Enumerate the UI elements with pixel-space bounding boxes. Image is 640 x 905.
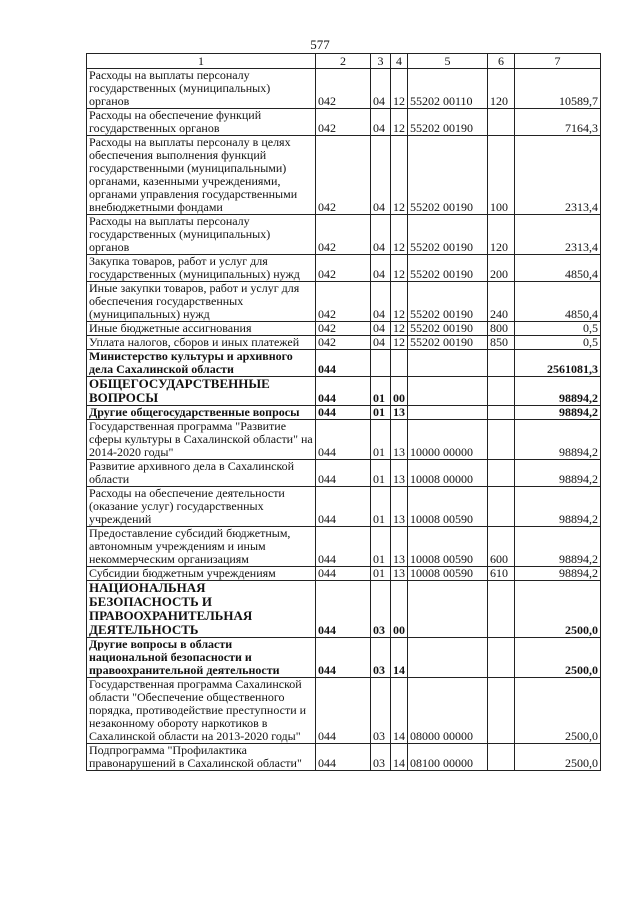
table-row	[87, 109, 601, 136]
row-subsection-code: 13	[391, 527, 408, 567]
row-gr-code: 044	[316, 527, 371, 567]
row-section-code: 01	[371, 420, 391, 460]
row-gr-code: 044	[316, 487, 371, 527]
table-row	[87, 69, 601, 109]
row-name: Субсидии бюджетным учреждениям	[87, 567, 316, 581]
row-subsection-code: 13	[391, 487, 408, 527]
row-name: Расходы на выплаты персоналу в целях обеспечения выполнения функций государственными (муниципальными) органами, казенными учреждениями, органами управления государственными внебюджетными фондами	[87, 136, 316, 215]
row-section-code: 01	[371, 377, 391, 406]
row-gr-code: 042	[316, 69, 371, 109]
table-row	[87, 350, 601, 377]
row-subsection-code: 12	[391, 69, 408, 109]
row-amount: 98894,2	[515, 460, 601, 487]
header-col-2: 2	[316, 54, 371, 69]
header-col-3: 3	[371, 54, 391, 69]
row-target-code: 08000 00000	[408, 678, 488, 744]
row-expense-type	[488, 420, 515, 460]
row-target-code: 55202 00190	[408, 322, 488, 336]
row-amount: 2561081,3	[515, 350, 601, 377]
row-name: Расходы на выплаты персоналу государственных (муниципальных) органов	[87, 69, 316, 109]
row-gr-code: 044	[316, 350, 371, 377]
table-row	[87, 255, 601, 282]
row-target-code: 10008 00000	[408, 460, 488, 487]
row-amount: 98894,2	[515, 487, 601, 527]
row-section-code	[371, 350, 391, 377]
row-amount: 2313,4	[515, 215, 601, 255]
table-row	[87, 527, 601, 567]
row-expense-type: 240	[488, 282, 515, 322]
row-amount: 4850,4	[515, 255, 601, 282]
row-name: Иные закупки товаров, работ и услуг для обеспечения государственных (муниципальных) нужд	[87, 282, 316, 322]
row-subsection-code: 13	[391, 567, 408, 581]
header-col-6: 6	[488, 54, 515, 69]
row-gr-code: 042	[316, 215, 371, 255]
row-section-code: 04	[371, 215, 391, 255]
row-gr-code: 044	[316, 567, 371, 581]
table-row	[87, 487, 601, 527]
row-section-code: 04	[371, 322, 391, 336]
table-row	[87, 420, 601, 460]
header-row	[87, 54, 601, 69]
row-expense-type	[488, 638, 515, 678]
row-amount: 0,5	[515, 336, 601, 350]
row-section-code: 04	[371, 136, 391, 215]
row-gr-code: 042	[316, 255, 371, 282]
row-gr-code: 044	[316, 581, 371, 638]
row-target-code: 55202 00190	[408, 109, 488, 136]
row-section-code: 01	[371, 487, 391, 527]
row-target-code: 10008 00590	[408, 487, 488, 527]
row-subsection-code: 00	[391, 377, 408, 406]
table-row	[87, 136, 601, 215]
row-subsection-code: 12	[391, 282, 408, 322]
row-target-code: 55202 00190	[408, 336, 488, 350]
row-name: НАЦИОНАЛЬНАЯ БЕЗОПАСНОСТЬ И ПРАВООХРАНИТЕЛЬНАЯ ДЕЯТЕЛЬНОСТЬ	[87, 581, 316, 638]
row-name: Государственная программа Сахалинской области "Обеспечение общественного порядка, противодействие преступности и незаконному обороту наркотиков в Сахалинской области на 2013-2020 годы"	[87, 678, 316, 744]
table-row	[87, 322, 601, 336]
row-target-code: 10008 00590	[408, 527, 488, 567]
row-gr-code: 042	[316, 322, 371, 336]
row-name: Государственная программа "Развитие сферы культуры в Сахалинской области" на 2014-2020 годы"	[87, 420, 316, 460]
row-target-code	[408, 638, 488, 678]
row-gr-code: 044	[316, 638, 371, 678]
row-expense-type: 120	[488, 215, 515, 255]
row-name: Расходы на обеспечение функций государственных органов	[87, 109, 316, 136]
row-subsection-code: 12	[391, 136, 408, 215]
row-amount: 98894,2	[515, 406, 601, 420]
row-section-code: 01	[371, 527, 391, 567]
row-subsection-code: 12	[391, 255, 408, 282]
row-subsection-code: 13	[391, 460, 408, 487]
row-target-code: 55202 00190	[408, 255, 488, 282]
table-row	[87, 460, 601, 487]
row-name: Иные бюджетные ассигнования	[87, 322, 316, 336]
row-subsection-code: 12	[391, 215, 408, 255]
row-amount: 2313,4	[515, 136, 601, 215]
row-name: Другие вопросы в области национальной безопасности и правоохранительной деятельности	[87, 638, 316, 678]
row-gr-code: 044	[316, 460, 371, 487]
row-gr-code: 042	[316, 336, 371, 350]
row-gr-code: 042	[316, 109, 371, 136]
row-amount: 98894,2	[515, 567, 601, 581]
row-subsection-code	[391, 350, 408, 377]
header-col-5: 5	[408, 54, 488, 69]
table-row	[87, 581, 601, 638]
row-amount: 2500,0	[515, 744, 601, 771]
row-subsection-code: 12	[391, 322, 408, 336]
row-expense-type	[488, 487, 515, 527]
row-subsection-code: 14	[391, 678, 408, 744]
row-section-code: 04	[371, 336, 391, 350]
row-target-code: 08100 00000	[408, 744, 488, 771]
row-section-code: 01	[371, 460, 391, 487]
header-col-7: 7	[515, 54, 601, 69]
row-expense-type	[488, 581, 515, 638]
table-row	[87, 744, 601, 771]
row-gr-code: 042	[316, 136, 371, 215]
table-row	[87, 567, 601, 581]
row-subsection-code: 14	[391, 638, 408, 678]
row-gr-code: 042	[316, 282, 371, 322]
row-gr-code: 044	[316, 744, 371, 771]
table-row	[87, 406, 601, 420]
row-expense-type: 200	[488, 255, 515, 282]
header-col-1: 1	[87, 54, 316, 69]
row-amount: 98894,2	[515, 420, 601, 460]
row-gr-code: 044	[316, 377, 371, 406]
row-expense-type	[488, 350, 515, 377]
row-subsection-code: 00	[391, 581, 408, 638]
row-expense-type: 610	[488, 567, 515, 581]
row-gr-code: 044	[316, 420, 371, 460]
row-expense-type: 600	[488, 527, 515, 567]
row-expense-type: 800	[488, 322, 515, 336]
row-expense-type	[488, 406, 515, 420]
row-subsection-code: 13	[391, 420, 408, 460]
row-name: Другие общегосударственные вопросы	[87, 406, 316, 420]
row-target-code	[408, 406, 488, 420]
row-amount: 98894,2	[515, 377, 601, 406]
row-target-code: 55202 00190	[408, 215, 488, 255]
row-section-code: 03	[371, 744, 391, 771]
row-expense-type: 850	[488, 336, 515, 350]
row-gr-code: 044	[316, 406, 371, 420]
row-section-code: 04	[371, 255, 391, 282]
row-name: Расходы на выплаты персоналу государственных (муниципальных) органов	[87, 215, 316, 255]
row-amount: 4850,4	[515, 282, 601, 322]
row-expense-type	[488, 744, 515, 771]
row-amount: 0,5	[515, 322, 601, 336]
row-target-code: 55202 00110	[408, 69, 488, 109]
row-amount: 2500,0	[515, 638, 601, 678]
row-name: Подпрограмма "Профилактика правонарушений в Сахалинской области"	[87, 744, 316, 771]
table-row	[87, 282, 601, 322]
table-row	[87, 678, 601, 744]
row-name: ОБЩЕГОСУДАРСТВЕННЫЕ ВОПРОСЫ	[87, 377, 316, 406]
row-name: Уплата налогов, сборов и иных платежей	[87, 336, 316, 350]
row-section-code: 01	[371, 406, 391, 420]
row-target-code: 10000 00000	[408, 420, 488, 460]
row-amount: 10589,7	[515, 69, 601, 109]
row-target-code: 55202 00190	[408, 136, 488, 215]
row-section-code: 03	[371, 678, 391, 744]
row-name: Расходы на обеспечение деятельности (оказание услуг) государственных учреждений	[87, 487, 316, 527]
header-col-4: 4	[391, 54, 408, 69]
row-section-code: 03	[371, 581, 391, 638]
row-gr-code: 044	[316, 678, 371, 744]
row-name: Закупка товаров, работ и услуг для государственных (муниципальных) нужд	[87, 255, 316, 282]
row-target-code	[408, 377, 488, 406]
table-row	[87, 377, 601, 406]
row-section-code: 04	[371, 282, 391, 322]
row-amount: 98894,2	[515, 527, 601, 567]
row-section-code: 03	[371, 638, 391, 678]
row-section-code: 04	[371, 69, 391, 109]
row-amount: 7164,3	[515, 109, 601, 136]
row-amount: 2500,0	[515, 678, 601, 744]
row-target-code	[408, 581, 488, 638]
row-subsection-code: 12	[391, 336, 408, 350]
row-expense-type	[488, 460, 515, 487]
row-expense-type	[488, 678, 515, 744]
table-row	[87, 215, 601, 255]
row-target-code: 55202 00190	[408, 282, 488, 322]
row-subsection-code: 14	[391, 744, 408, 771]
budget-table	[86, 53, 601, 771]
row-name: Предоставление субсидий бюджетным, автономным учреждениям и иным некоммерческим организациям	[87, 527, 316, 567]
page-number: 577	[310, 37, 330, 52]
row-name: Министерство культуры и архивного дела Сахалинской области	[87, 350, 316, 377]
row-expense-type: 120	[488, 69, 515, 109]
row-expense-type: 100	[488, 136, 515, 215]
row-target-code: 10008 00590	[408, 567, 488, 581]
row-target-code	[408, 350, 488, 377]
table-row	[87, 638, 601, 678]
row-expense-type	[488, 109, 515, 136]
row-name: Развитие архивного дела в Сахалинской области	[87, 460, 316, 487]
row-section-code: 04	[371, 109, 391, 136]
row-expense-type	[488, 377, 515, 406]
row-subsection-code: 12	[391, 109, 408, 136]
table-row	[87, 336, 601, 350]
row-section-code: 01	[371, 567, 391, 581]
row-subsection-code: 13	[391, 406, 408, 420]
row-amount: 2500,0	[515, 581, 601, 638]
